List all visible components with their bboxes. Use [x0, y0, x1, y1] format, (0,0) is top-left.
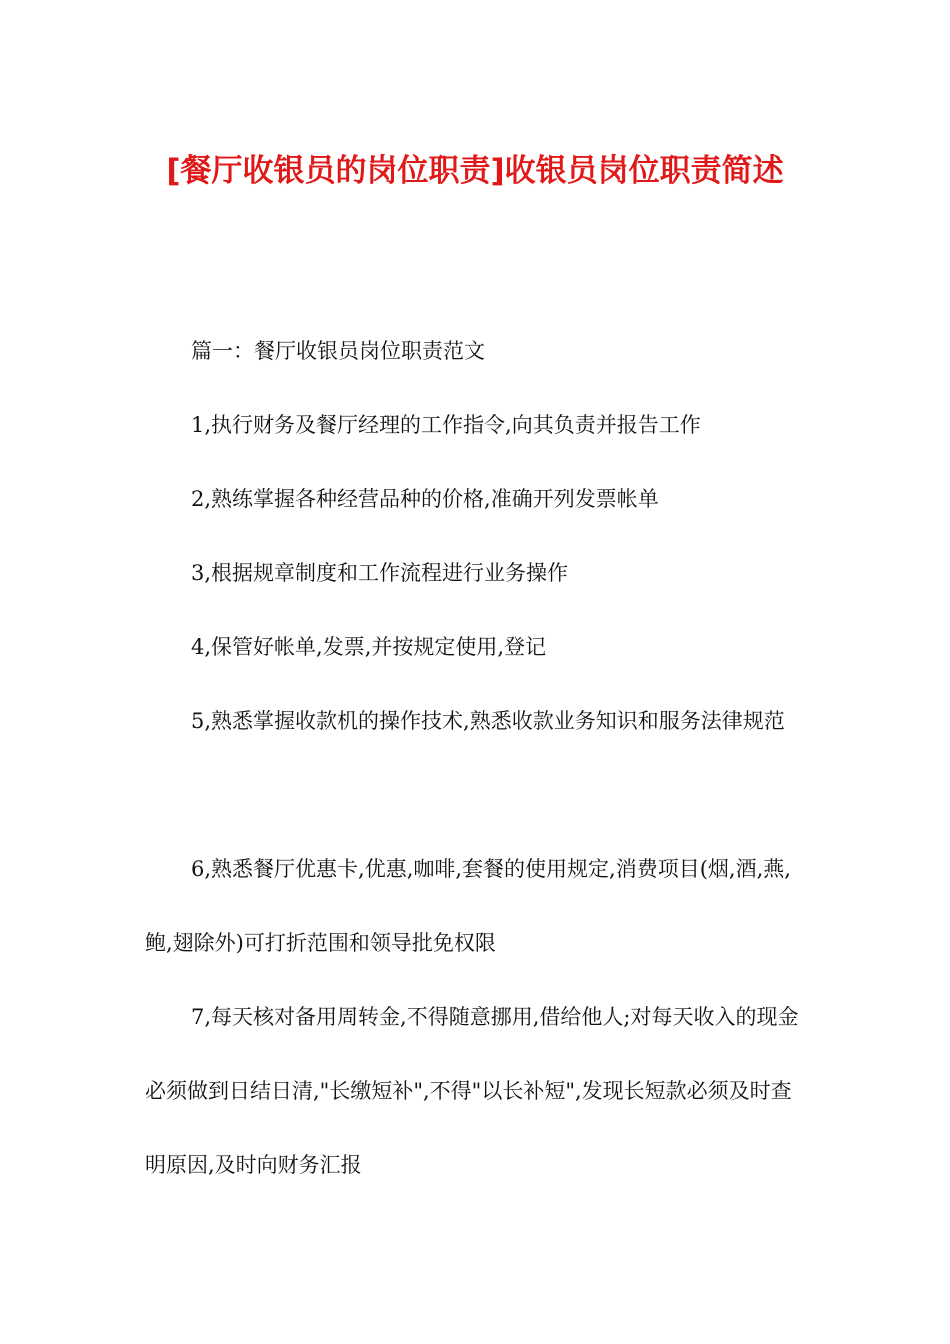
paragraph-item-1: 1,执行财务及餐厅经理的工作指令,向其负责并报告工作: [191, 413, 701, 437]
paragraph-item-5: 5,熟悉掌握收款机的操作技术,熟悉收款业务知识和服务法律规范: [191, 709, 785, 733]
document-title: [餐厅收银员的岗位职责]收银员岗位职责简述: [166, 153, 784, 189]
paragraph-item-6: 6,熟悉餐厅优惠卡,优惠,咖啡,套餐的使用规定,消费项目(烟,酒,燕,鲍,翅除外)可打折范围和领导批免权限: [145, 857, 791, 955]
paragraph-item-7: 7,每天核对备用周转金,不得随意挪用,借给他人;对每天收入的现金必须做到日结日清,"长缴短补",不得"以长补短",发现长短款必须及时查明原因,及时向财务汇报: [145, 1005, 799, 1177]
paragraph-heading: 篇一：餐厅收银员岗位职责范文: [191, 339, 485, 363]
paragraph-item-3: 3,根据规章制度和工作流程进行业务操作: [191, 561, 569, 585]
paragraph-item-4: 4,保管好帐单,发票,并按规定使用,登记: [191, 635, 547, 659]
paragraph-item-2: 2,熟练掌握各种经营品种的价格,准确开列发票帐单: [191, 487, 659, 511]
